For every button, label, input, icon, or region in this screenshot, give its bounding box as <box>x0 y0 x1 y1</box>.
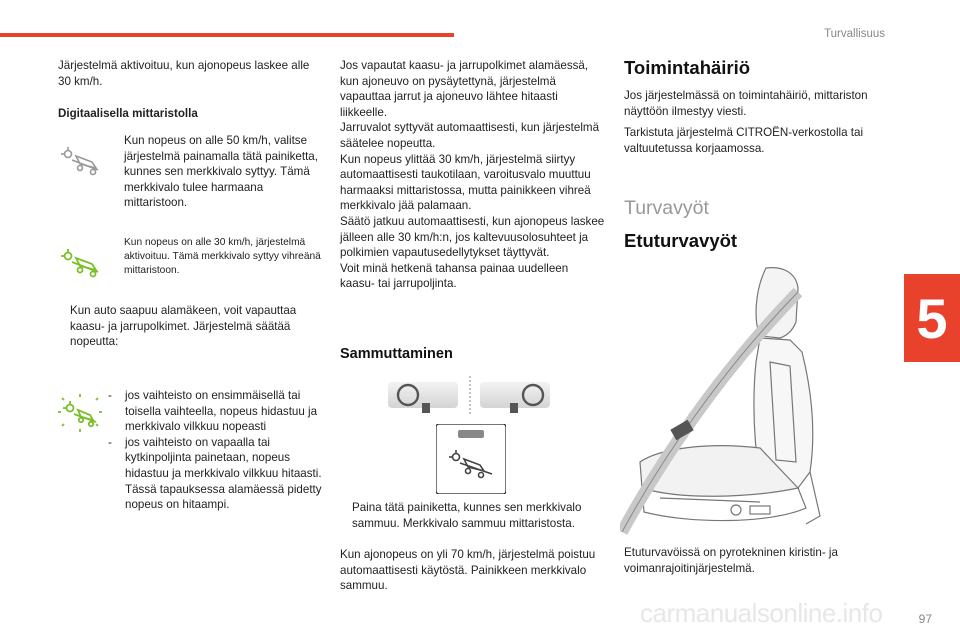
bullet-text-switch-off: Paina tätä painiketta, kunnes sen merkkivalo sammuu. Merkkivalo sammuu mittaristosta. <box>352 501 582 530</box>
watermark: carmanualsonline.info <box>640 598 883 628</box>
bullet-item-1 <box>112 133 322 211</box>
front-seat-belt-illustration <box>620 262 846 542</box>
bullet-item-3 <box>58 303 320 350</box>
column-1 <box>58 58 318 122</box>
chapter-tab: 5 <box>904 274 960 362</box>
intro-text: Järjestelmä aktivoituu, kun ajonopeus laskee alle 30 km/h. <box>58 59 310 88</box>
bullet-marker <box>112 236 124 279</box>
descent-control-grey-icon <box>58 142 104 176</box>
descent-control-button-illustration <box>436 424 506 494</box>
column-2 <box>340 58 605 292</box>
bullet-item-2 <box>112 236 322 279</box>
paragraph-override: Voit minä hetkenä tahansa painaa uudelleen kaasu- tai jarrupoljinta. <box>340 261 569 291</box>
section-title: Turvallisuus <box>824 28 885 40</box>
heading-seat-belts: Turvavyöt <box>624 197 709 219</box>
dash-text-2: jos vaihteisto on vapaalla tai kytkinpoljinta painetaan, nopeus hidastuu ja merkkivalo vilkkuu hitaasti. Tässä tapauksessa alamäessä pidetty nopeus on hitaampi. <box>125 435 322 512</box>
heading-front-seat-belts: Etuturvavyöt <box>624 230 738 251</box>
descent-control-green-icon <box>58 244 104 278</box>
paragraph-resume: Säätö jatkuu automaattisesti, kun ajonopeus laskee jälleen alle 30 km/h:n, jos kaltevuusolosuhteet ja polkimien vapautusedellytykset täyttyvät. <box>340 214 605 260</box>
heading-switch-off: Sammuttaminen <box>340 346 453 362</box>
paragraph-over-30: Kun nopeus ylittää 30 km/h, järjestelmä siirtyy automaattisesti taukotilaan, varoitusvalo muuttuu harmaaksi mittaristossa, mutta painikkeen vihreä merkkivalo jää palamaan. <box>340 152 591 213</box>
subheading-digital-cluster: Digitaalisella mittaristolla <box>58 107 198 121</box>
column-3 <box>624 88 899 156</box>
descent-control-flashing-icon <box>56 392 104 432</box>
caption-pretensioner: Etuturvavöissä on pyrotekninen kiristin- ja voimanrajoitinjärjestelmä. <box>624 546 838 575</box>
dash-marker: - <box>108 389 112 402</box>
dash-marker: - <box>108 435 112 449</box>
paragraph-over-70: Kun ajonopeus on yli 70 km/h, järjestelmä poistuu automaattisesti käytöstä. Painikkeen merkkivalo sammuu. <box>340 548 596 593</box>
bullet-text-2: Kun nopeus on alle 30 km/h, järjestelmä aktivoituu. Tämä merkkivalo syttyy vihreänä mittaristoon. <box>124 237 321 277</box>
bullet-text-1: Kun nopeus on alle 50 km/h, valitse järjestelmä painamalla tätä painiketta, kunnes sen merkkivalo syttyy. Tämä merkkivalo tulee harmaana mittaristoon. <box>124 134 318 210</box>
paragraph-brake-lights: Jarruvalot syttyvät automaattisesti, kun järjestelmä säätelee nopeutta. <box>340 121 600 150</box>
bullet-marker <box>58 303 70 350</box>
bullet-marker <box>340 500 352 531</box>
paragraph-release-pedals: Jos vapautat kaasu- ja jarrupolkimet alamäessä, kun ajoneuvo on pysäytettynä, järjestelmä vapauttaa jarrut ja ajoneuvo lähtee hitaasti liikkeelle. <box>340 59 589 119</box>
heading-malfunction: Toimintahäiriö <box>624 57 751 78</box>
paragraph-malfunction: Jos järjestelmässä on toimintahäiriö, mittariston näyttöön ilmestyy viesti. <box>624 89 868 118</box>
bullet-marker <box>112 133 124 211</box>
steering-wheel-illustration <box>388 376 552 420</box>
dash-list <box>108 388 322 513</box>
bullet-text-3: Kun auto saapuu alamäkeen, voit vapauttaa kaasu- ja jarrupolkimet. Järjestelmä säätää nopeutta: <box>70 304 297 349</box>
paragraph-check-network: Tarkistuta järjestelmä CITROËN-verkostolla tai valtuutetussa korjaamossa. <box>624 126 864 155</box>
header-accent-bar <box>0 33 454 37</box>
dash-item-2 <box>108 435 322 513</box>
page-number: 97 <box>918 612 932 626</box>
dash-item-1 <box>108 388 322 435</box>
bullet-switch-off <box>340 500 602 531</box>
dash-text-1: jos vaihteisto on ensimmäisellä tai toisella vaihteella, nopeus hidastuu ja merkkivalo vilkkuu nopeasti <box>125 389 318 434</box>
